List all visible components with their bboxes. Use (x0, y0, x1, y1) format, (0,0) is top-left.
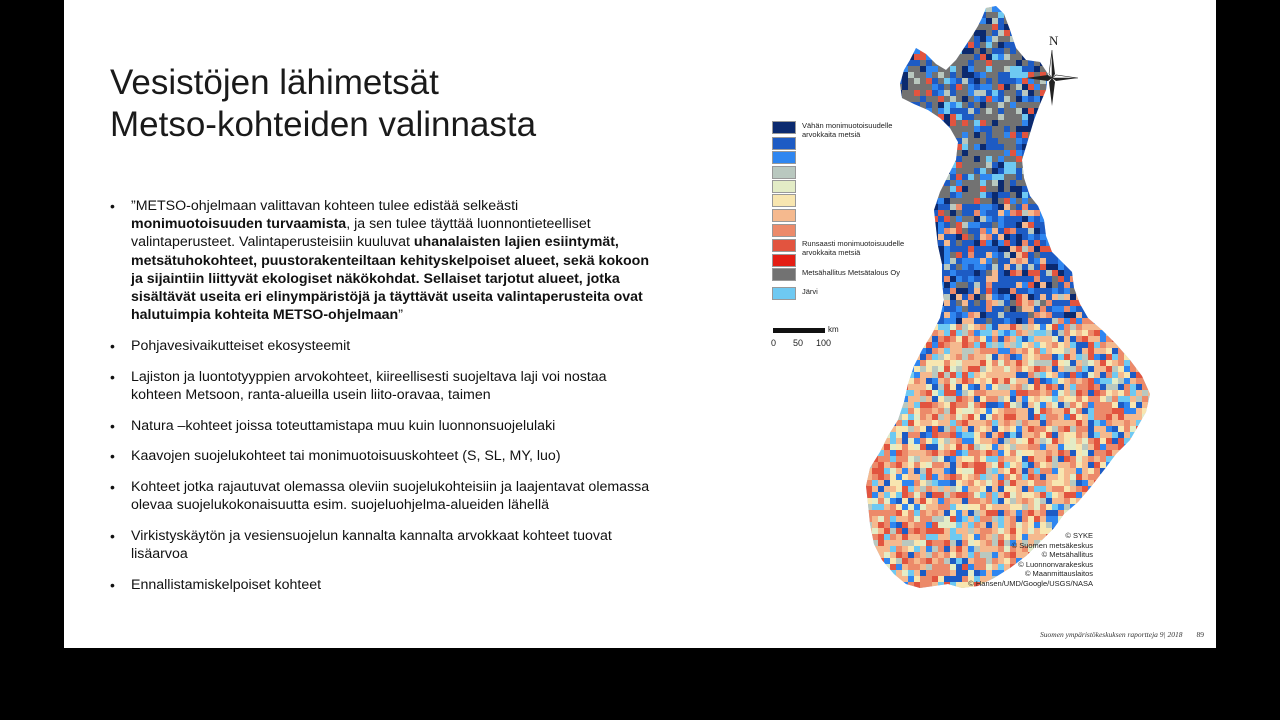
legend-item (772, 166, 922, 179)
legend-swatch (772, 121, 796, 134)
footer-text: Suomen ympäristökeskuksen raportteja 9| 2018 (1040, 630, 1183, 639)
legend-swatch (772, 180, 796, 193)
scale-bar-line (773, 328, 825, 333)
bullet-text: Ennallistamiskelpoiset kohteet (131, 576, 322, 593)
bullet-text: uhanalaisten lajien esiintymät, metsätuhokohteet, puustorakenteiltaan kehityskelpoiset alueet, sekä kokoon ja sijaintiin liittyvät ekologiset näkökohdat. Sellaiset tarjotut alueet, jotka sisältävät useita eri elinympäristöjä ja täyttävät useita valintaperusteita ovat halutuimpia kohteita METSO-ohjelmaan (131, 234, 649, 324)
finland-map-image (764, 0, 1216, 600)
legend-label: Järvi (802, 287, 818, 296)
scale-tick: 0 (771, 338, 777, 348)
bullet-text: Lajiston ja luontotyyppien arvokohteet, kiireellisesti suojeltava laji voi nostaa kohteen Metsoon, ranta-alueilla usein liito-oravaa, taimen (131, 368, 607, 403)
legend-item (772, 209, 922, 222)
map-credits (968, 531, 1093, 589)
credit-line: © SYKE (1065, 531, 1093, 540)
bullet-item (110, 197, 650, 324)
legend-item (772, 137, 922, 150)
north-label: N (1049, 33, 1059, 48)
credit-line: © Suomen metsäkeskus (1011, 540, 1093, 550)
legend-swatch (772, 194, 796, 207)
bullet-item (110, 368, 650, 404)
legend-label: Metsähallitus Metsätalous Oy (802, 268, 900, 277)
legend-label: Vähän monimuotoisuudelle arvokkaita metsiä (802, 121, 893, 139)
bullet-text: , ja sen tulee täyttää luonnontieteelliset valintaperusteet. Valintaperusteisiin kuuluvat (131, 216, 591, 251)
legend-item (772, 268, 922, 281)
bullet-list (110, 197, 650, 606)
bullet-item (110, 576, 650, 594)
legend-swatch (772, 151, 796, 164)
legend-item (772, 194, 922, 207)
bullet-text: Kaavojen suojelukohteet tai monimuotoisuuskohteet (S, SL, MY, luo) (131, 448, 561, 465)
legend-item (772, 180, 922, 193)
north-arrow-icon (1022, 32, 1082, 113)
slide (64, 0, 1216, 648)
scale-bar (771, 325, 839, 348)
legend-label: Runsaasti monimuotoisuudelle arvokkaita metsiä (802, 239, 905, 257)
legend-swatch (772, 166, 796, 179)
report-footer (1040, 630, 1204, 639)
bullet-text: Virkistyskäytön ja vesiensuojelun kannalta kannalta arvokkaat kohteet tuovat lisäarvoa (131, 527, 612, 563)
legend-swatch (772, 239, 796, 252)
bullet-item (110, 527, 650, 563)
credit-line: © Hansen/UMD/Google/USGS/NASA (968, 578, 1093, 588)
legend-swatch (772, 254, 796, 267)
bullet-text: Kohteet jotka rajautuvat olemassa oleviin suojelukohteisiin ja laajentavat olemassa olevaa suojelukokonaisuutta esim. suojeluohjelma-alueiden lähellä (131, 478, 650, 514)
credit-line: © Metsähallitus (1041, 550, 1093, 560)
bullet-item (110, 447, 650, 465)
title-line-1: Vesistöjen lähimetsät (110, 63, 439, 102)
scale-tick: 50 (793, 338, 804, 348)
legend-swatch (772, 287, 796, 300)
bullet-item (110, 417, 650, 435)
bullet-text: ”METSO-ohjelmaan valittavan kohteen tulee edistää selkeästi (131, 198, 519, 214)
bullet-text: Natura –kohteet joissa toteuttamistapa muu kuin luonnonsuojelulaki (131, 417, 556, 434)
legend-swatch (772, 224, 796, 237)
legend-swatch (772, 137, 796, 150)
bullet-item (110, 337, 650, 355)
legend-item (772, 254, 922, 267)
legend-item (772, 287, 922, 300)
bullet-text: ” (398, 307, 403, 324)
page-number: 89 (1196, 630, 1204, 639)
bullet-item (110, 478, 650, 514)
credit-line: © Maanmittauslaitos (1024, 569, 1093, 579)
legend-swatch (772, 268, 796, 281)
title-line-2: Metso-kohteiden valinnasta (110, 105, 537, 144)
legend-swatch (772, 209, 796, 222)
legend-item (772, 224, 922, 237)
bullet-text: monimuotoisuuden turvaamista (131, 216, 347, 233)
scale-tick: 100 (816, 338, 832, 348)
slide-title (110, 62, 536, 146)
legend-item (772, 151, 922, 164)
bullet-text: Pohjavesivaikutteiset ekosysteemit (131, 337, 351, 354)
credit-line: © Luonnonvarakeskus (1018, 559, 1093, 569)
scale-unit: km (828, 325, 839, 334)
finland-forest-map (764, 0, 1216, 648)
